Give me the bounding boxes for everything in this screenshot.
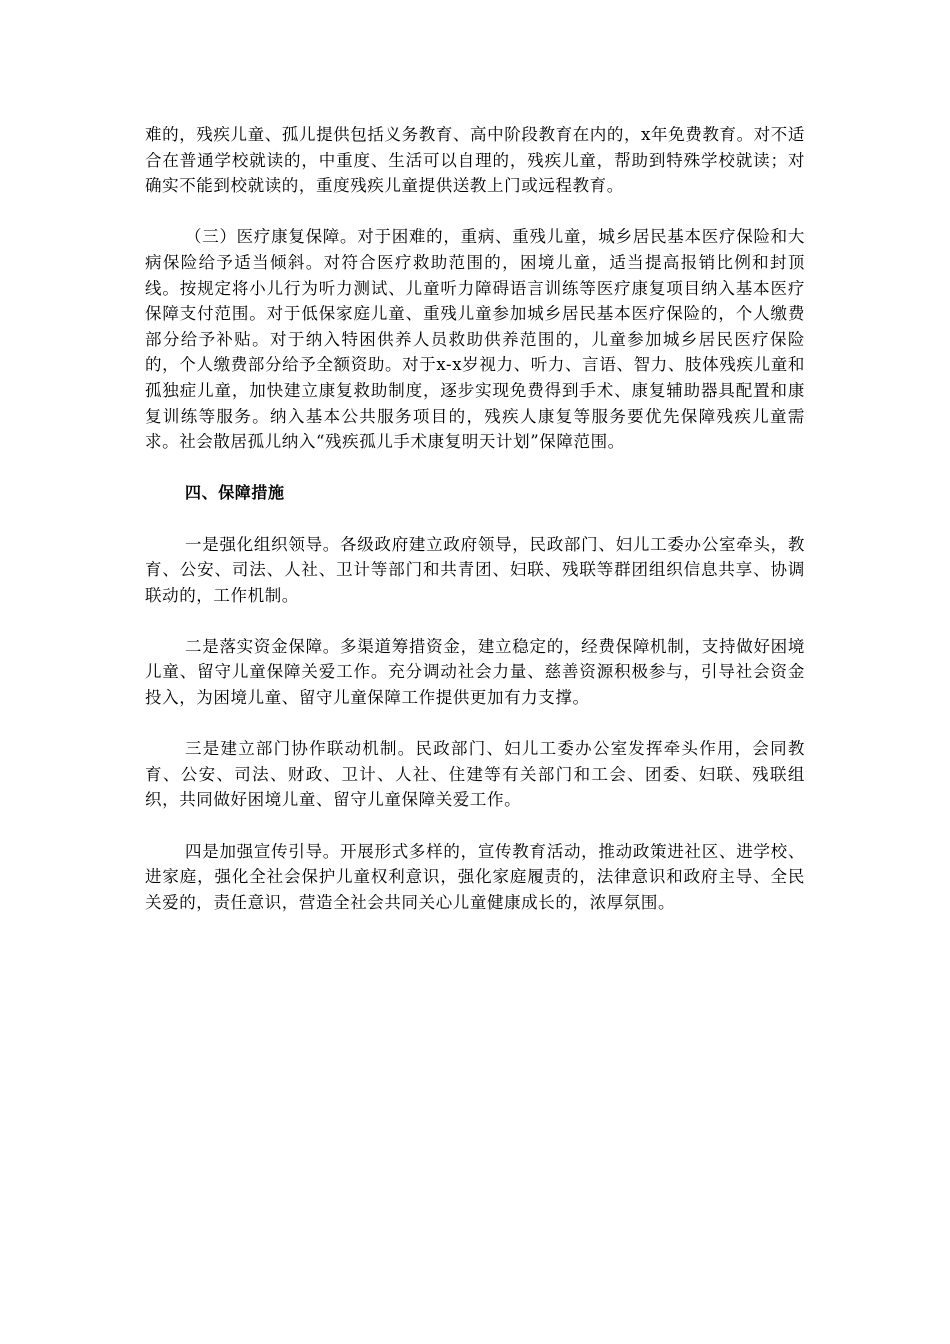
paragraph-medical-rehabilitation: （三）医疗康复保障。对于困难的，重病、重残儿童，城乡居民基本医疗保险和大病保险给予适当倾斜。对符合医疗救助范围的，困境儿童，适当提高报销比例和封顶线。按规定将小儿行为听力测试、儿童听力障碍语言训练等医疗康复项目纳入基本医疗保障支付范围。对于低保家庭儿童、重残儿童参加城乡居民基本医疗保险的，个人缴费部分给予补贴。对于纳入特困供养人员救助供养范围的，儿童参加城乡居民医疗保险的，个人缴费部分给予全额资助。对于x-x岁视力、听力、言语、智力、肢体残疾儿童和孤独症儿童，加快建立康复救助制度，逐步实现免费得到手术、康复辅助器具配置和康复训练等服务。纳入基本公共服务项目的，残疾人康复等服务要优先保障残疾儿童需求。社会散居孤儿纳入“残疾孤儿手术康复明天计划”保障范围。 [145,227,805,452]
paragraph-funding-guarantee: 二是落实资金保障。多渠道筹措资金，建立稳定的，经费保障机制，支持做好困境儿童、留守儿童保障关爱工作。充分调动社会力量、慈善资源积极参与，引导社会资金投入，为困境儿童、留守儿童保障工作提供更加有力支撑。 [145,636,805,708]
document-body [145,122,805,941]
paragraph-publicity-guidance: 四是加强宣传引导。开展形式多样的，宣传教育活动，推动政策进社区、进学校、进家庭，强化全社会保护儿童权利意识，强化家庭履责的，法律意识和政府主导、全民关爱的，责任意识，营造全社会共同关心儿童健康成长的，浓厚氛围。 [145,841,805,912]
section-heading-safeguard-measures: 四、保障措施 [185,483,285,503]
paragraph-education-continued: 难的，残疾儿童、孤儿提供包括义务教育、高中阶段教育在内的，x年免费教育。对不适合在普通学校就读的，中重度、生活可以自理的，残疾儿童，帮助到特殊学校就读；对确实不能到校就读的，重度残疾儿童提供送教上门或远程教育。 [145,125,805,196]
paragraph-organizational-leadership: 一是强化组织领导。各级政府建立政府领导，民政部门、妇儿工委办公室牵头，教育、公安、司法、人社、卫计等部门和共青团、妇联、残联等群团组织信息共享、协调联动的，工作机制。 [145,534,805,605]
paragraph-department-coordination: 三是建立部门协作联动机制。民政部门、妇儿工委办公室发挥牵头作用，会同教育、公安、司法、财政、卫计、人社、住建等有关部门和工会、团委、妇联、残联组织，共同做好困境儿童、留守儿童保障关爱工作。 [145,739,805,810]
